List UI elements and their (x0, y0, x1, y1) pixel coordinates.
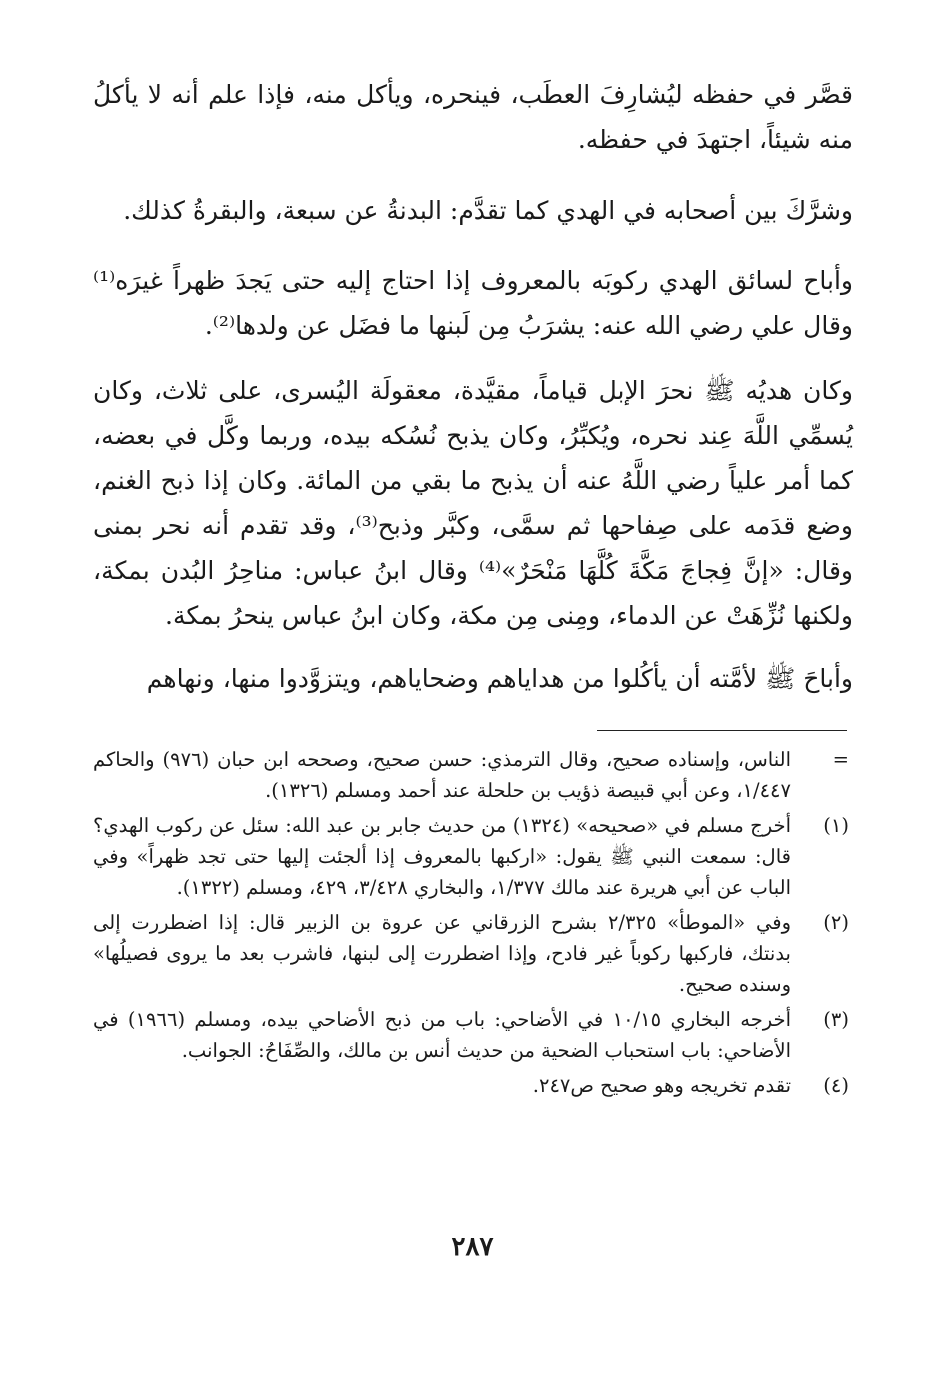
footnote-3 (93, 1004, 853, 1066)
paragraph-4: وكان هديُه ﷺ نحرَ الإبل قياماً، مقيَّدة، معقولَة اليُسرى، على ثلاث، وكان يُسمِّي اللَّهَ عِند نحره، ويُكبِّرُ، وكان يذبح نُسُكه بيده، وربما وكَّل في بعضه، كما أمر علياً رضي اللَّهُ عنه أن يذبح ما بقي من المائة. وكان إذا ذبح الغنم، وضع قدَمه على صِفاحها ثم سمَّى، وكبَّر وذبح⁽³⁾، وقد تقدم أنه نحر بمنى وقال: «إنَّ فِجاجَ مَكَّةَ كُلَّهَا مَنْحَرٌ»⁽⁴⁾ وقال ابنُ عباس: مناحِرُ البُدن بمكة، ولكنها نُزِّهَتْ عن الدماء، ومِنى مِن مكة، وكان ابنُ عباس ينحرُ بمكة. (93, 376, 853, 630)
footnotes (93, 744, 853, 1105)
paragraph-3: وأباح لسائق الهدي ركوبَه بالمعروف إذا احتاج إليه حتى يَجدَ ظهراً غيرَه⁽¹⁾ وقال علي رضي الله عنه: يشرَبُ مِن لَبنها ما فضَل عن ولدها⁽²⁾. (93, 266, 853, 340)
footnote-text: أخرج مسلم في «صحيحه» (١٣٢٤) من حديث جابر بن عبد الله: سئل عن ركوب الهدي؟ قال: سمعت النبي ﷺ يقول: «اركبها بالمعروف إذا ألجئت إليها حتى تجد ظهراً» وفي الباب عن أبي هريرة عند مالك ١/٣٧٧، والبخاري ٣/٤٢٨، ٤٢٩، ومسلم (١٣٢٢). (93, 814, 791, 899)
page-number: ٢٨٧ (451, 1232, 494, 1262)
footnote-marker: (٢) (823, 911, 849, 934)
footnote-continuation (93, 744, 853, 806)
paragraph-5: وأباحَ ﷺ لأمَّته أن يأكُلوا من هداياهم وضحاياهم، ويتزوَّدوا منها، ونهاهم (146, 664, 853, 693)
footnote-text: تقدم تخريجه وهو صحيح ص٢٤٧. (532, 1074, 791, 1097)
footnote-text: وفي «الموطأ» ٢/٣٢٥ بشرح الزرقاني عن عروة بن الزبير قال: إذا اضطررت إلى بدنتك، فاركبها ركوباً غير فادح، وإذا اضطررت إلى لبنها، فاشرب بعد ما يروى فصيلُها» وسنده صحيح. (93, 911, 791, 996)
footnote-4 (93, 1070, 853, 1101)
footnote-marker: (١) (823, 814, 849, 837)
footnote-marker: (٤) (823, 1074, 849, 1097)
footnote-2 (93, 907, 853, 1000)
paragraph-1: قصَّر في حفظه ليُشارِفَ العطَب، فينحره، ويأكل منه، فإذا علم أنه لا يأكلُ منه شيئاً، اجتهدَ في حفظه. (93, 80, 853, 154)
footnote-divider (597, 730, 847, 731)
footnote-1 (93, 810, 853, 903)
footnote-text: الناس، وإسناده صحيح، وقال الترمذي: حسن صحيح، وصححه ابن حبان (٩٧٦) والحاكم ١/٤٤٧، وعن أبي قبيصة ذؤيب بن حلحلة عند أحمد ومسلم (١٣٢٦). (93, 748, 791, 802)
paragraph-2: وشرَّكَ بين أصحابه في الهدي كما تقدَّم: البدنةُ عن سبعة، والبقرةُ كذلك. (123, 196, 853, 225)
footnote-text: أخرجه البخاري ١٠/١٥ في الأضاحي: باب من ذبح الأضاحي بيده، ومسلم (١٩٦٦) في الأضاحي: باب استحباب الضحية من حديث أنس بن مالك، والصِّفَاحُ: الجوانب. (93, 1008, 791, 1062)
footnote-marker: = (832, 748, 849, 771)
footnote-marker: (٣) (823, 1008, 849, 1031)
